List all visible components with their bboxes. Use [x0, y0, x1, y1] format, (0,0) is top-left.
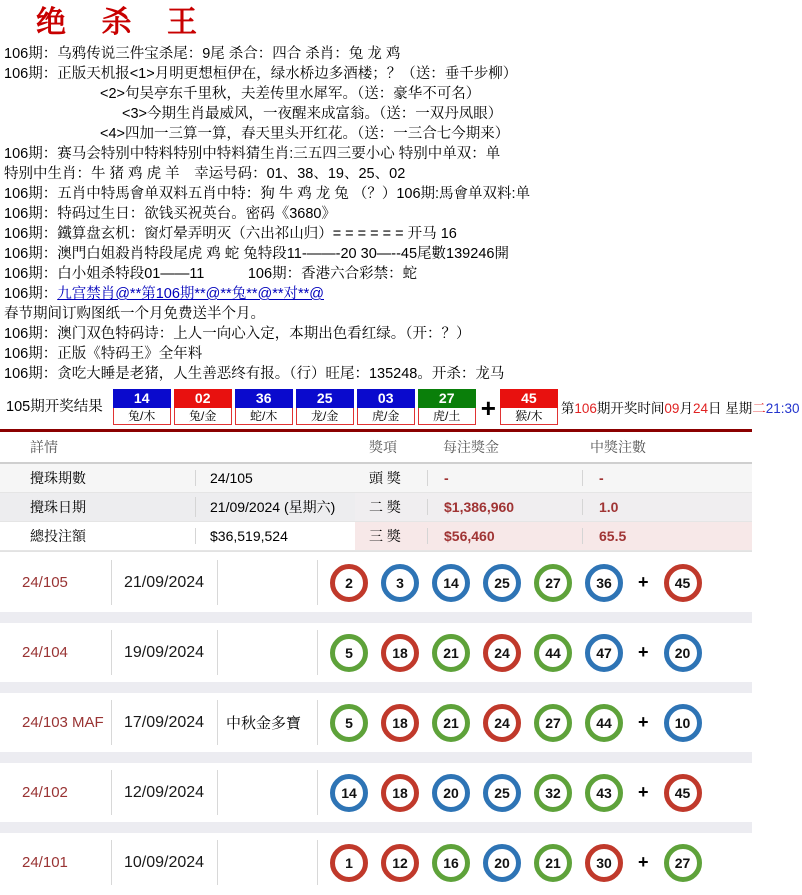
stats-label: 攪珠日期: [30, 499, 86, 515]
line-prefix: 106期：: [4, 286, 58, 302]
stats-header: [0, 432, 752, 464]
ball-number: 20: [674, 644, 691, 661]
draw-period: 24/103 MAF: [0, 693, 112, 752]
winning-units: 65.5: [582, 528, 752, 544]
top-lines: [0, 44, 752, 384]
draw-date: 12/09/2024: [112, 763, 218, 822]
stats-header-prizes: [355, 437, 752, 457]
page-title: 绝 杀 王: [36, 6, 211, 39]
row-gap: [0, 752, 752, 763]
next-draw-note: [561, 397, 802, 425]
prize-amount: -: [427, 470, 582, 486]
plus-sign: +: [638, 712, 649, 732]
draw-number-box: [235, 389, 293, 425]
lottery-ball: [664, 634, 702, 672]
ball-number: 18: [392, 784, 408, 801]
draw-date: 17/09/2024: [112, 693, 218, 752]
draw-number: 03: [357, 389, 415, 408]
text-line: 106期：赛马会特别中特料特别中特料猜生肖:三五四三要小心 特别中单双：单: [4, 146, 501, 162]
lottery-ball: [585, 564, 623, 602]
ball-number: 2: [345, 574, 353, 591]
lottery-ball: [432, 634, 470, 672]
ball-number: 21: [443, 714, 459, 731]
ball-number: 5: [345, 644, 353, 661]
draw-number: 14: [113, 389, 171, 408]
stats-left-rows: [0, 464, 355, 551]
draw-note: 中秋金多寶: [218, 693, 318, 752]
ball-number: 44: [545, 644, 561, 661]
lottery-ball: [585, 704, 623, 742]
text-line: 106期：澳門白姐殺肖特段尾虎 鸡 蛇 兔特段11-——-20 30—--45尾數139246開: [4, 246, 509, 262]
stats-label: 攪珠期數: [30, 470, 86, 486]
stats-header-details: 詳情: [30, 439, 58, 455]
note-segment: 日 星期: [707, 401, 753, 416]
zodiac-element-label: 蛇/木: [235, 408, 293, 425]
ball-number: 45: [674, 574, 691, 591]
ball-number: 14: [443, 574, 459, 591]
ball-number: 16: [443, 854, 459, 871]
note-segment: 二: [752, 401, 766, 416]
lottery-ball: [534, 774, 572, 812]
stats-right-rows: [355, 464, 752, 551]
lottery-ball: [483, 634, 521, 672]
plus-sign: +: [638, 572, 649, 592]
ball-number: 24: [494, 644, 510, 661]
note-segment: 24: [692, 401, 708, 416]
draw-number-box: [357, 389, 415, 425]
draw-number-box: [113, 389, 171, 425]
ball-number: 30: [596, 854, 612, 871]
stats-left-row: [0, 522, 355, 551]
draw-balls: [318, 833, 752, 892]
note-segment: 21:30: [765, 401, 800, 416]
row-gap: [0, 682, 752, 693]
lottery-ball: [483, 704, 521, 742]
draw-number: 02: [174, 389, 232, 408]
lottery-ball: [585, 774, 623, 812]
winning-units: -: [582, 470, 752, 486]
note-segment: 第: [560, 401, 575, 416]
history-table: [0, 553, 752, 892]
lottery-ball: [330, 634, 368, 672]
plus-sign: +: [638, 642, 649, 662]
ball-number: 24: [494, 714, 510, 731]
lottery-ball: [381, 564, 419, 602]
draw-number: 27: [418, 389, 476, 408]
text-line: 106期：鐵算盘玄机：窗灯晕弄明灭（六出祁山归）= = = = = = 开马 16: [4, 226, 457, 242]
draw-date: 21/09/2024: [112, 553, 218, 612]
ball-number: 12: [392, 854, 408, 871]
note-segment: 期开奖时间: [596, 401, 665, 416]
lottery-ball: [432, 774, 470, 812]
draw-balls: [318, 693, 752, 752]
ball-number: 21: [443, 644, 459, 661]
prize-amount: $56,460: [427, 528, 582, 544]
lottery-ball: [381, 774, 419, 812]
lottery-ball: [664, 774, 702, 812]
text-line: 106期：五肖中特馬會单双料五肖中特：狗 牛 鸡 龙 兔 （？）106期:馬會单双料:单: [4, 186, 531, 202]
stats-left-row: [0, 493, 355, 522]
zodiac-element-label: 兔/木: [113, 408, 171, 425]
draw-period: 24/102: [0, 763, 112, 822]
stats-body: [0, 464, 752, 551]
ball-number: 10: [674, 714, 691, 731]
draw-note: [218, 623, 318, 682]
text-line: 特别中生肖：牛 猪 鸡 虎 羊 幸运号码：01、38、19、25、02: [4, 166, 406, 182]
ball-number: 20: [443, 784, 459, 801]
draw-balls: [318, 553, 752, 612]
draw-period: 24/101: [0, 833, 112, 892]
text-line: 106期：正版《特码王》全年料: [4, 346, 203, 362]
lottery-ball: [381, 634, 419, 672]
draw-period: 24/105: [0, 553, 112, 612]
lottery-ball: [432, 564, 470, 602]
history-row: [0, 693, 752, 752]
text-line: <4>四加一三算一算，春天里头开红花。（送：一三合七今期来）: [100, 126, 510, 142]
note-segment: 106: [574, 401, 597, 416]
lottery-ball: [585, 634, 623, 672]
lottery-ball: [483, 564, 521, 602]
draw-number: 45: [500, 389, 558, 408]
lottery-ball: [664, 844, 702, 882]
text-line: 106期：特码过生日：欲钱买祝英台。密码《3680》: [4, 206, 336, 222]
ball-number: 18: [392, 714, 408, 731]
prize-tier-label: 三 獎: [369, 528, 401, 544]
draw-date: 10/09/2024: [112, 833, 218, 892]
draw-number-box: [418, 389, 476, 425]
text-line: [0, 284, 752, 304]
prize-amount: $1,386,960: [427, 499, 582, 515]
plus-sign: +: [638, 782, 649, 802]
lottery-ball: [483, 844, 521, 882]
text-line: <3>今期生肖最威风，一夜醒来成富翁。（送：一双丹凤眼）: [122, 106, 503, 122]
ball-number: 18: [392, 644, 408, 661]
note-segment: 月: [679, 401, 693, 416]
ball-number: 27: [674, 854, 691, 871]
lottery-ball: [432, 844, 470, 882]
stats-header-prize: 獎項: [369, 439, 397, 455]
draw-balls: [318, 763, 752, 822]
history-row: [0, 763, 752, 822]
stats-value: 24/105: [195, 470, 355, 486]
lottery-ball: [330, 704, 368, 742]
text-line: 106期：白小姐杀特段01——11 106期：香港六合彩禁：蛇: [4, 266, 418, 282]
row-gap: [0, 612, 752, 623]
stats-value: $36,519,524: [195, 528, 355, 544]
text-line: 106期：澳门双色特码诗：上人一向心入定，本期出色看红绿。（开：？）: [4, 326, 471, 342]
lottery-ball: [664, 564, 702, 602]
lottery-ball: [330, 774, 368, 812]
lottery-ball: [534, 704, 572, 742]
draw-number-box: [500, 389, 558, 425]
lottery-ball: [534, 634, 572, 672]
draw-number: 25: [296, 389, 354, 408]
lottery-ball: [330, 844, 368, 882]
ball-number: 45: [674, 784, 691, 801]
last-draw-balls: [113, 389, 561, 425]
text-line: 106期：乌鸦传说三件宝杀尾：9尾 杀合：四合 杀肖：兔 龙 鸡: [4, 46, 401, 62]
text-line: 春节期间订购图纸一个月免费送半个月。: [4, 306, 265, 322]
ball-number: 44: [596, 714, 612, 731]
zodiac-element-label: 龙/金: [296, 408, 354, 425]
draw-note: [218, 833, 318, 892]
ball-number: 43: [596, 784, 612, 801]
zodiac-element-label: 猴/木: [500, 408, 558, 425]
ball-number: 32: [545, 784, 561, 801]
draw-number: 36: [235, 389, 293, 408]
ball-number: 27: [545, 714, 561, 731]
ball-number: 3: [396, 574, 404, 591]
draw-note: [218, 763, 318, 822]
last-draw-bar: [0, 387, 800, 428]
ball-number: 25: [494, 784, 510, 801]
stats-prize-row: [355, 522, 752, 551]
stats-header-winning-units: 中獎注數: [590, 439, 646, 455]
ball-number: 27: [545, 574, 561, 591]
zodiac-element-label: 兔/金: [174, 408, 232, 425]
ball-number: 14: [341, 784, 357, 801]
draw-number-box: [296, 389, 354, 425]
stats-table: [0, 432, 752, 552]
draw-period: 24/104: [0, 623, 112, 682]
stats-label: 總投注額: [30, 528, 86, 544]
lottery-ball: [483, 774, 521, 812]
draw-number-box: [174, 389, 232, 425]
stats-prize-row: [355, 464, 752, 493]
draw-note: [218, 553, 318, 612]
plus-sign: +: [638, 852, 649, 872]
lottery-ball: [432, 704, 470, 742]
ball-number: 20: [494, 854, 510, 871]
jiugong-forbidden-zodiac-link[interactable]: 九宫禁肖@**第106期**@**兔**@**对**@: [57, 286, 324, 302]
plus-sign: +: [480, 393, 496, 423]
ball-number: 21: [545, 854, 561, 871]
lottery-ball: [381, 704, 419, 742]
lottery-ball: [585, 844, 623, 882]
note-segment: 09: [664, 401, 680, 416]
prize-tier-label: 二 獎: [369, 499, 401, 515]
ball-number: 5: [345, 714, 353, 731]
ball-number: 36: [596, 574, 612, 591]
page: [0, 6, 800, 895]
stats-header-unit-prize: 每注獎金: [443, 439, 499, 455]
history-row: [0, 553, 752, 612]
lottery-ball: [534, 564, 572, 602]
draw-date: 19/09/2024: [112, 623, 218, 682]
draw-balls: [318, 623, 752, 682]
text-line: <2>句吴亭东千里秋，夫差传里水犀军。（送：豪华不可名）: [100, 86, 481, 102]
lottery-ball: [664, 704, 702, 742]
zodiac-element-label: 虎/土: [418, 408, 476, 425]
ball-number: 47: [596, 644, 612, 661]
lottery-ball: [330, 564, 368, 602]
row-gap: [0, 822, 752, 833]
lottery-ball: [381, 844, 419, 882]
prize-tier-label: 頭 獎: [369, 470, 401, 486]
winning-units: 1.0: [582, 499, 752, 515]
stats-prize-row: [355, 493, 752, 522]
text-line: 106期：正版天机报<1>月明更想桓伊在，绿水桥边多酒楼；？（送：垂千步柳）: [4, 66, 518, 82]
ball-number: 1: [345, 854, 353, 871]
ball-number: 25: [494, 574, 510, 591]
lottery-ball: [534, 844, 572, 882]
zodiac-element-label: 虎/金: [357, 408, 415, 425]
history-row: [0, 833, 752, 892]
history-row: [0, 623, 752, 682]
stats-value: 21/09/2024 (星期六): [195, 497, 355, 517]
last-draw-label: 105期开奖结果: [6, 399, 103, 415]
stats-left-row: [0, 464, 355, 493]
text-line: 106期：贪吃大睡是老猪，人生善恶终有报。（行）旺尾：135248。开杀：龙马: [4, 366, 505, 382]
